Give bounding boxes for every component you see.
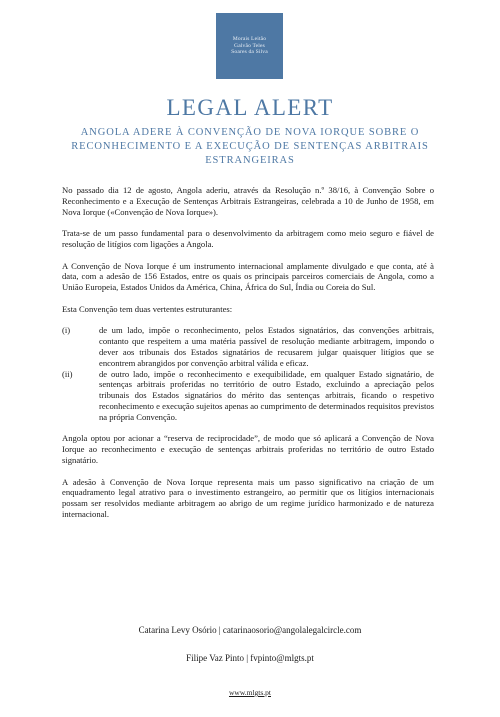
structural-aspects-list: [62, 325, 434, 422]
logo-line-2: Galvão Teles: [234, 42, 265, 49]
paragraph-5: Angola optou por acionar a “reserva de reciprocidade”, de modo que só aplicará a Convenção de Nova Iorque ao reconhecimento e execução de sentenças arbitrais proferidas no território de outro Estado signatário.: [62, 433, 434, 465]
paragraph-4: Esta Convenção tem duas vertentes estruturantes:: [62, 303, 233, 314]
list-item: [62, 369, 434, 423]
list-item-text: de um lado, impõe o reconhecimento, pelos Estados signatários, das convenções arbitrais, contanto que respeitem a uma matéria passível de resolução mediante arbitragem, impondo o dever aos tribunais dos Estados signatários de recusarem julgar quaisquer litígios que se encontrem abrangidos por convenção arbitral válida e eficaz.: [99, 325, 434, 368]
contact-catarina[interactable]: Catarina Levy Osório | catarinaosorio@angolalegalcircle.com: [138, 625, 362, 635]
firm-logo: [216, 13, 283, 79]
logo-line-1: Morais Leitão: [232, 36, 267, 43]
list-item-number: (i): [62, 325, 71, 336]
contact-filipe[interactable]: Filipe Vaz Pinto | fvpinto@mlgts.pt: [186, 653, 314, 663]
page-title: LEGAL ALERT: [166, 95, 334, 120]
alert-body: [62, 185, 434, 531]
list-item-text: de outro lado, impõe o reconhecimento e exequibilidade, em qualquer Estado signatário, de sentenças arbitrais proferidas no território de outro Estado, excluindo a apreciação pelos tribunais dos Estados signatários do mérito das sentenças arbitrais, ficando o respetivo reconhecimento e execução sujeitos apenas ao cumprimento de determinados requisitos previstos na própria Convenção.: [99, 368, 434, 422]
page-subtitle: ANGOLA ADERE À CONVENÇÃO DE NOVA IORQUE SOBRE O RECONHECIMENTO E A EXECUÇÃO DE SENTENÇAS ARBITRAIS ESTRANGEIRAS: [71, 127, 429, 166]
paragraph-6: A adesão à Convenção de Nova Iorque representa mais um passo significativo na criação de um enquadramento legal atrativo para o investimento estrangeiro, ao permitir que os litígios internacionais possam ser resolvidos mediante arbitragem ao abrigo de um regime jurídico harmonizado e de natureza internacional.: [62, 476, 434, 519]
paragraph-2: Trata-se de um passo fundamental para o desenvolvimento da arbitragem como meio seguro e fiável de resolução de litígios com ligações a Angola.: [62, 228, 434, 249]
website-link[interactable]: www.mlgts.pt: [228, 688, 271, 697]
paragraph-1: No passado dia 12 de agosto, Angola aderiu, através da Resolução n.º 38/16, à Convenção Sobre o Reconhecimento e a Execução de Sentenças Arbitrais Estrangeiras, celebrada a 10 de Junho de 1958, em Nova Iorque («Convenção de Nova Iorque»).: [62, 185, 434, 217]
list-item: [62, 325, 434, 368]
logo-line-3: Soares da Silva: [231, 49, 268, 56]
list-item-number: (ii): [62, 368, 73, 379]
paragraph-3: A Convenção de Nova Iorque é um instrumento internacional amplamente divulgado e que conta, até à data, com a adesão de 156 Estados, entre os quais os principais parceiros comerciais de Angola, como a União Europeia, Estados Unidos da América, China, África do Sul, Índia ou Coreia do Sul.: [62, 260, 434, 293]
